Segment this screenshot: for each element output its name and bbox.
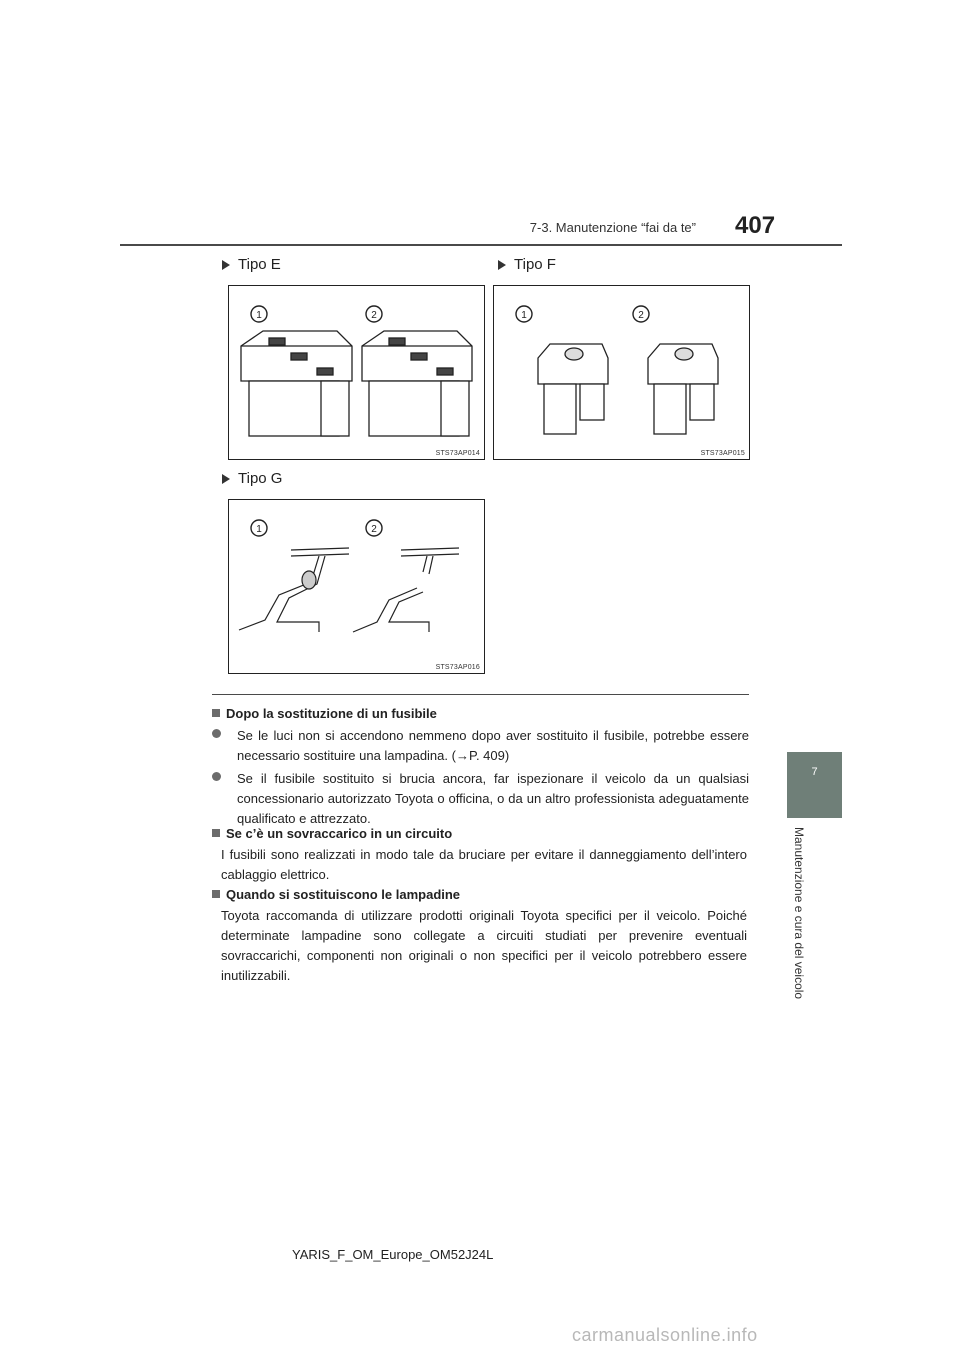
chapter-tab xyxy=(787,752,842,818)
fuse-blown xyxy=(648,344,718,434)
bullet-item xyxy=(212,726,749,766)
figure-label-text: Tipo E xyxy=(238,256,281,273)
section-heading xyxy=(212,887,749,902)
header-divider xyxy=(120,244,842,246)
figure-label-tipo-e xyxy=(222,256,281,273)
section-heading xyxy=(212,826,749,841)
section-heading-text: Quando si sostituiscono le lampadine xyxy=(226,887,461,902)
triangle-bullet-icon xyxy=(222,260,230,270)
fuse-intact xyxy=(239,548,349,632)
callout-2: 2 xyxy=(371,310,377,321)
triangle-bullet-icon xyxy=(498,260,506,270)
square-bullet-icon xyxy=(212,709,220,717)
triangle-bullet-icon xyxy=(222,474,230,484)
fuse-blown xyxy=(362,331,472,436)
circle-bullet-icon xyxy=(212,729,221,738)
figure-code: STS73AP015 xyxy=(700,450,745,457)
section-divider xyxy=(212,694,749,695)
page-number: 407 xyxy=(735,212,776,239)
callout-1: 1 xyxy=(256,524,262,535)
square-bullet-icon xyxy=(212,829,220,837)
callout-1: 1 xyxy=(256,310,262,321)
figure-tipo-e xyxy=(228,285,485,460)
callout-2: 2 xyxy=(638,310,644,321)
figure-label-text: Tipo G xyxy=(238,470,283,487)
circle-bullet-icon xyxy=(212,772,221,781)
chapter-number: 7 xyxy=(811,766,818,778)
chapter-label xyxy=(788,827,808,1007)
document-code: YARIS_F_OM_Europe_OM52J24L xyxy=(292,1247,494,1262)
section-text: I fusibili sono realizzati in modo tale da bruciare per evitare il danneggiamento dell’intero cablaggio elettrico. xyxy=(221,847,747,882)
section-heading-text: Dopo la sostituzione di un fusibile xyxy=(226,706,437,721)
figure-label-text: Tipo F xyxy=(514,256,556,273)
figure-label-tipo-f xyxy=(498,256,556,273)
figure-code: STS73AP016 xyxy=(435,664,480,671)
bullet-text: Se il fusibile sostituito si brucia ancora, far ispezionare il veicolo da un qualsiasi concessionario autorizzato Toyota o officina, o da un altro professionista adeguatamente qualificato e attrezzato. xyxy=(237,771,749,826)
square-bullet-icon xyxy=(212,890,220,898)
callout-1: 1 xyxy=(521,310,527,321)
bullet-item xyxy=(212,769,749,829)
section-title: 7-3. Manutenzione “fai da te” xyxy=(529,220,696,235)
chapter-label-text: Manutenzione e cura del veicolo xyxy=(792,827,806,1000)
watermark: carmanualsonline.info xyxy=(572,1325,758,1345)
section-heading xyxy=(212,706,749,721)
bullet-text: Se le luci non si accendono nemmeno dopo aver sostituito il fusibile, potrebbe essere necessario sostituire una lampadina. (→P. 409) xyxy=(237,728,749,763)
blade-fuse-illustration xyxy=(229,286,484,459)
callout-2: 2 xyxy=(371,524,377,535)
fuse-blown xyxy=(353,548,459,632)
fuse-intact xyxy=(241,331,352,436)
figure-code: STS73AP014 xyxy=(435,450,480,457)
figure-tipo-f xyxy=(493,285,750,460)
page-header xyxy=(0,0,960,250)
link-fuse-illustration xyxy=(229,500,484,673)
section-text: Toyota raccomanda di utilizzare prodotti originali Toyota specifici per il veicolo. Poiché determinate lampadine sono collegate a circuiti studiati per prevenire eventuali sovraccarichi, componenti non originali o non specifici per il veicolo potrebbero essere inutilizzabili. xyxy=(221,908,747,983)
figure-tipo-g xyxy=(228,499,485,674)
cartridge-fuse-illustration xyxy=(494,286,749,459)
section-heading-text: Se c’è un sovraccarico in un circuito xyxy=(226,826,453,841)
figure-label-tipo-g xyxy=(222,470,282,487)
fuse-intact xyxy=(538,344,608,434)
